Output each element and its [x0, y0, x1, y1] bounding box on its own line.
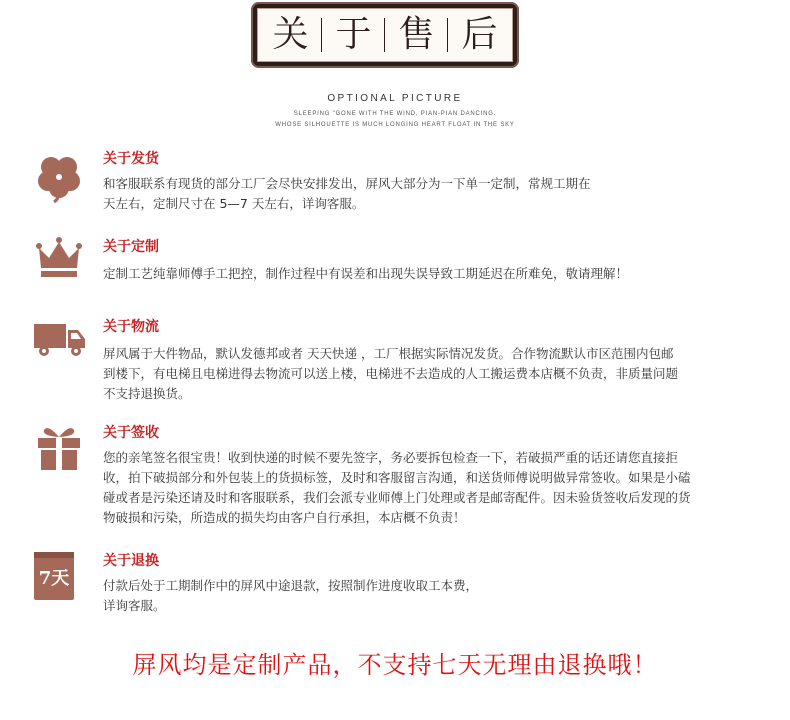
text-line: 到楼下，有电梯且电梯进得去物流可以送上楼，电梯进不去造成的人工搬运费本店概不负责，非质量问题	[103, 366, 679, 381]
banner-char-2: 于	[335, 14, 372, 55]
banner-divider	[384, 18, 385, 52]
section-title-receipt: 关于签收	[103, 425, 159, 441]
banner-char-1: 关	[272, 14, 309, 55]
section-body-receipt	[103, 448, 783, 528]
section-body-shipping	[103, 174, 783, 214]
seven-days-icon	[34, 552, 74, 600]
section-title-return: 关于退换	[103, 553, 159, 569]
calendar-binding	[34, 552, 74, 558]
title-banner-inner	[257, 8, 513, 62]
section-title-custom: 关于定制	[103, 239, 159, 255]
subtitle-main: OPTIONAL PICTURE	[327, 93, 463, 104]
text-line: 物破损和污染，所造成的损失均由客户自行承担，本店概不负责！	[103, 510, 466, 525]
subtitle-line-1: SLEEPING "GONE WITH THE WIND, PIAN-PIAN DANCING.	[293, 111, 497, 117]
text-line: 详询客服。	[103, 598, 166, 613]
banner-divider	[447, 18, 448, 52]
flower-icon	[32, 150, 86, 204]
title-banner	[251, 2, 519, 68]
seven-days-label: 7天	[38, 568, 70, 589]
subtitle-line-2: WHOSE SILHOUETTE IS MUCH LONGING HEART FLOAT IN THE SKY	[275, 122, 515, 128]
section-title-shipping: 关于发货	[103, 151, 159, 167]
section-body-return	[103, 576, 783, 616]
gift-icon	[32, 420, 86, 474]
text-line: 您的亲笔签名很宝贵！收到快递的时候不要先签字，务必要拆包检查一下，若破损严重的话还请您直接拒	[103, 450, 679, 465]
footer-notice: 屏风均是定制产品，不支持七天无理由退换哦！	[132, 651, 658, 679]
banner-divider	[321, 18, 322, 52]
crown-icon	[32, 232, 86, 286]
section-title-logistics: 关于物流	[103, 319, 159, 335]
text-line: 付款后处于工期制作中的屏风中途退款，按照制作进度收取工本费，	[103, 578, 479, 593]
text-line: 不支持退换货。	[103, 386, 191, 401]
section-body-logistics	[103, 344, 783, 404]
banner-char-4: 后	[461, 14, 498, 55]
text-line: 和客服联系有现货的部分工厂会尽快安排发出，屏风大部分为一下单一定制，常规工期在	[103, 176, 591, 191]
text-line: 定制工艺纯靠师傅手工把控，制作过程中有误差和出现失误导致工期延迟在所难免，敬请理解！	[103, 266, 629, 281]
truck-icon	[32, 312, 88, 366]
section-body-custom	[103, 264, 783, 284]
text-line: 碰或者是污染还请及时和客服联系，我们会派专业师傅上门处理或者是邮寄配件。因未验货签收后发现的货	[103, 490, 691, 505]
banner-char-3: 售	[398, 14, 435, 55]
text-line: 天左右，定制尺寸在 5—7 天左右，详询客服。	[103, 196, 365, 211]
text-line: 屏风属于大件物品，默认发德邦或者 天天快递 ，工厂根据实际情况发货。合作物流默认市区范围内包邮	[103, 346, 674, 361]
text-line: 收，拍下破损部分和外包装上的货损标签，及时和客服留言沟通，和送货师傅说明做异常签收。如果是小磕	[103, 470, 691, 485]
